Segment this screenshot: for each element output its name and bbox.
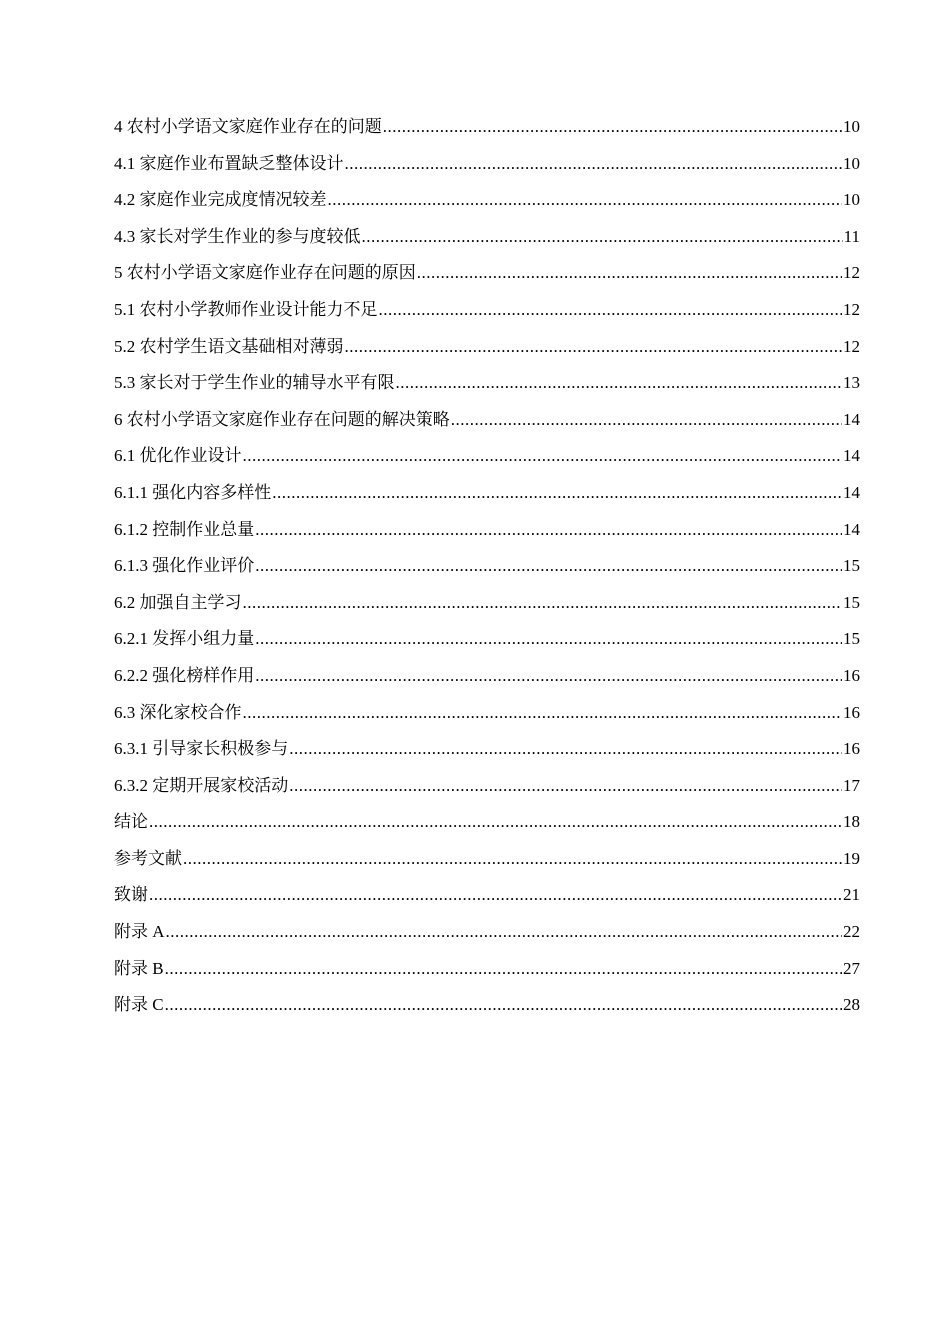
toc-dot-leader [255,664,842,688]
toc-entry-page: 18 [843,812,860,832]
toc-entry-label: 结论 [114,812,148,832]
toc-entry[interactable] [114,152,860,189]
toc-entry-label: 6.1 优化作业设计 [114,446,242,466]
toc-entry-page: 12 [843,336,860,356]
toc-entry[interactable] [114,115,860,152]
toc-entry-label: 4.3 家长对学生作业的参与度较低 [114,226,361,246]
toc-entry-label: 6.3.2 定期开展家校活动 [114,775,289,795]
toc-entry-label: 6 农村小学语文家庭作业存在问题的解决策略 [114,409,450,429]
toc-dot-leader [362,225,843,249]
toc-entry-page: 11 [843,226,860,246]
toc-entry-page: 10 [843,190,860,210]
toc-entry-label: 5 农村小学语文家庭作业存在问题的原因 [114,263,416,283]
toc-entry[interactable] [114,774,860,811]
toc-dot-leader [183,847,842,871]
toc-dot-leader [165,957,842,981]
toc-entry-page: 16 [843,739,860,759]
toc-entry-page: 16 [843,702,860,722]
toc-entry-page: 27 [843,958,860,978]
toc-entry-label: 6.1.2 控制作业总量 [114,519,255,539]
toc-entry[interactable] [114,481,860,518]
toc-entry-label: 5.2 农村学生语文基础相对薄弱 [114,336,344,356]
toc-dot-leader [255,554,842,578]
toc-dot-leader [255,627,842,651]
toc-dot-leader [166,920,842,944]
toc-entry[interactable] [114,847,860,884]
toc-entry-page: 10 [843,153,860,173]
toc-entry-label: 4.1 家庭作业布置缺乏整体设计 [114,153,344,173]
toc-dot-leader [255,518,842,542]
toc-entry[interactable] [114,591,860,628]
toc-dot-leader [345,335,843,359]
toc-dot-leader [345,152,843,176]
toc-dot-leader [149,810,842,834]
toc-entry[interactable] [114,957,860,994]
toc-entry[interactable] [114,261,860,298]
toc-entry-label: 4.2 家庭作业完成度情况较差 [114,190,327,210]
toc-entry-page: 22 [843,922,860,942]
toc-entry-label: 致谢 [114,885,148,905]
toc-entry-label: 附录 A [114,922,165,942]
toc-entry[interactable] [114,883,860,920]
toc-dot-leader [396,371,843,395]
toc-entry[interactable] [114,554,860,591]
toc-entry-label: 6.3.1 引导家长积极参与 [114,739,289,759]
toc-dot-leader [243,701,843,725]
toc-entry-page: 15 [843,629,860,649]
toc-entry-label: 5.1 农村小学教师作业设计能力不足 [114,299,378,319]
toc-dot-leader [272,481,842,505]
toc-entry-label: 6.1.3 强化作业评价 [114,556,255,576]
toc-entry-label: 6.2 加强自主学习 [114,592,242,612]
toc-entry[interactable] [114,335,860,372]
toc-dot-leader [243,444,843,468]
toc-entry[interactable] [114,920,860,957]
toc-entry-page: 14 [843,446,860,466]
toc-dot-leader [149,883,842,907]
toc-entry[interactable] [114,444,860,481]
toc-entry-page: 15 [843,556,860,576]
toc-entry-label: 6.3 深化家校合作 [114,702,242,722]
toc-entry-page: 14 [843,409,860,429]
toc-dot-leader [289,774,842,798]
toc-dot-leader [243,591,843,615]
toc-entry[interactable] [114,298,860,335]
toc-entry-page: 14 [843,519,860,539]
toc-entry[interactable] [114,225,860,262]
toc-entry-page: 28 [843,995,860,1015]
toc-entry-label: 附录 C [114,995,164,1015]
toc-dot-leader [165,993,842,1017]
toc-entry-page: 19 [843,848,860,868]
toc-entry[interactable] [114,188,860,225]
toc-entry[interactable] [114,701,860,738]
toc-entry[interactable] [114,993,860,1030]
toc-entry-label: 参考文献 [114,848,182,868]
toc-entry-page: 16 [843,665,860,685]
table-of-contents [114,115,860,1030]
toc-entry-page: 12 [843,299,860,319]
toc-entry-label: 6.2.1 发挥小组力量 [114,629,255,649]
toc-entry-label: 4 农村小学语文家庭作业存在的问题 [114,117,382,136]
toc-dot-leader [289,737,842,761]
toc-entry-label: 6.1.1 强化内容多样性 [114,482,272,502]
toc-dot-leader [417,261,842,285]
toc-entry-label: 附录 B [114,958,164,978]
toc-entry[interactable] [114,627,860,664]
toc-dot-leader [451,408,842,432]
toc-entry-page: 17 [843,775,860,795]
toc-entry-page: 12 [843,263,860,283]
toc-entry[interactable] [114,371,860,408]
toc-entry-page: 21 [843,885,860,905]
toc-entry-page: 13 [843,373,860,393]
toc-entry-label: 6.2.2 强化榜样作用 [114,665,255,685]
toc-entry-page: 14 [843,482,860,502]
toc-entry[interactable] [114,810,860,847]
toc-entry-label: 5.3 家长对于学生作业的辅导水平有限 [114,373,395,393]
toc-dot-leader [328,188,843,212]
toc-entry[interactable] [114,664,860,701]
toc-dot-leader [379,298,843,322]
toc-dot-leader [383,115,842,139]
toc-entry[interactable] [114,408,860,445]
toc-entry-page: 15 [843,592,860,612]
toc-entry-page: 10 [843,117,860,136]
toc-entry[interactable] [114,737,860,774]
toc-entry[interactable] [114,518,860,555]
